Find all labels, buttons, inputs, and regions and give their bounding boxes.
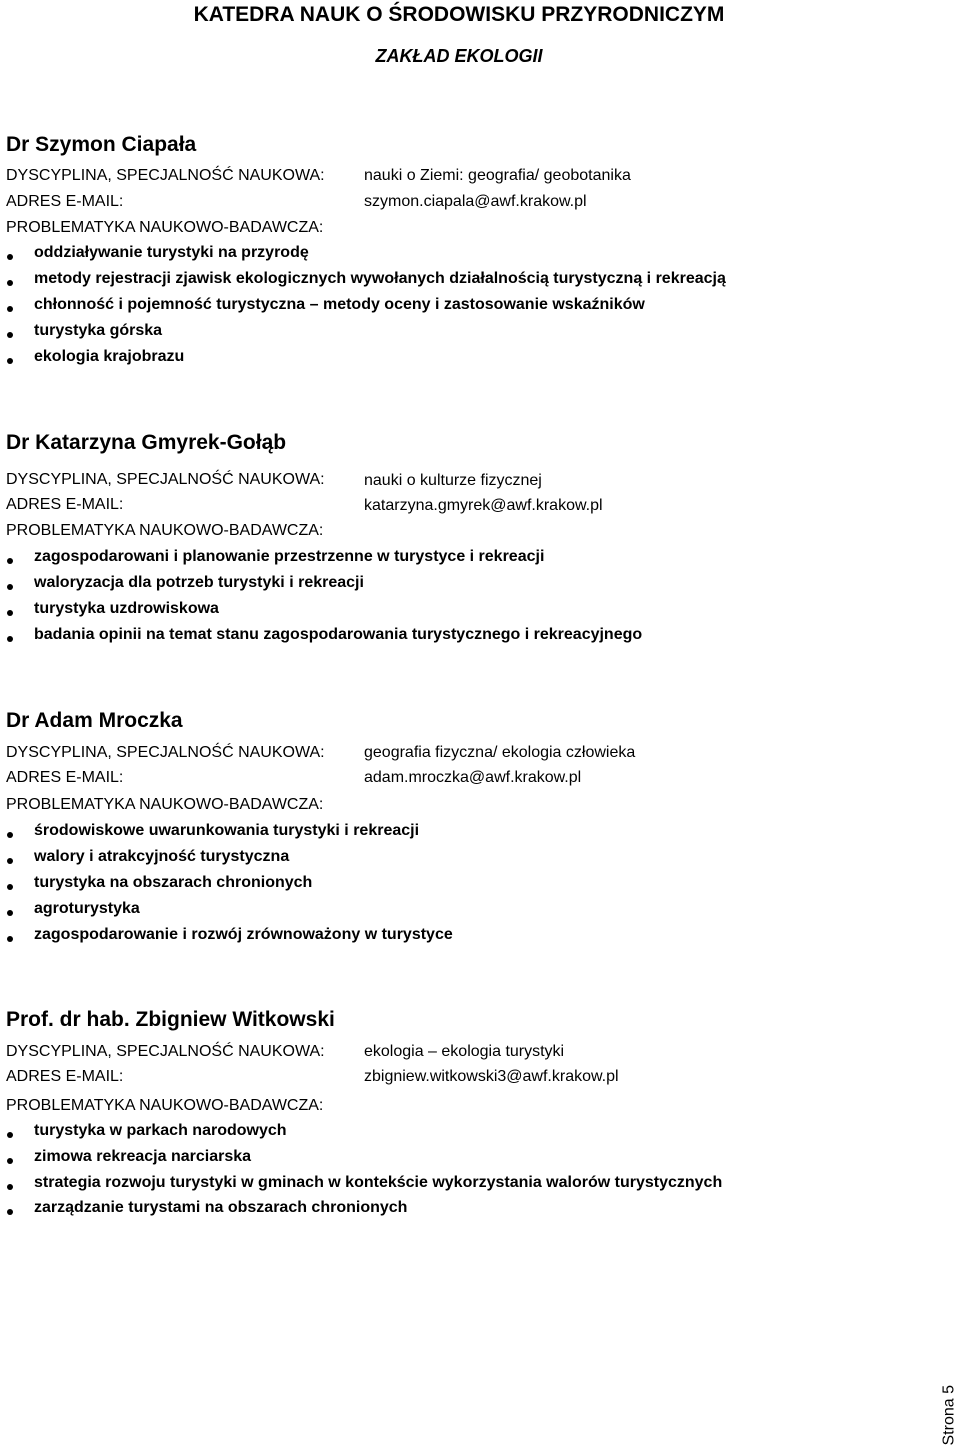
bullet-icon	[7, 1158, 13, 1164]
topic-text: strategia rozwoju turystyki w gminach w kontekście wykorzystania walorów turystycznych	[34, 1174, 723, 1191]
bullet-icon	[7, 332, 13, 338]
page-subtitle: ZAKŁAD EKOLOGII	[375, 46, 543, 66]
email-value: zbigniew.witkowski3@awf.krakow.pl	[364, 1068, 619, 1085]
discipline-label: DYSCYPLINA, SPECJALNOŚĆ NAUKOWA:	[6, 167, 325, 184]
topic-text: waloryzacja dla potrzeb turystyki i rekreacji	[34, 574, 364, 591]
topic-text: zagospodarowanie i rozwój zrównoważony w turystyce	[34, 926, 453, 943]
bullet-icon	[7, 280, 13, 286]
topic-text: zimowa rekreacja narciarska	[34, 1148, 252, 1165]
research-label: PROBLEMATYKA NAUKOWO-BADAWCZA:	[6, 1097, 324, 1114]
bullet-icon	[7, 858, 13, 864]
topic-text: zagospodarowani i planowanie przestrzenne w turystyce i rekreacji	[34, 548, 545, 565]
bullet-icon	[7, 636, 13, 642]
topic-text: zarządzanie turystami na obszarach chronionych	[34, 1199, 408, 1216]
topic-text: agroturystyka	[34, 900, 140, 917]
bullet-icon	[7, 1184, 13, 1190]
bullet-icon	[7, 558, 13, 564]
page-number: Strona 5	[940, 1385, 957, 1445]
topic-text: środowiskowe uwarunkowania turystyki i rekreacji	[34, 822, 420, 839]
bullet-icon	[7, 910, 13, 916]
topic-text: ekologia krajobrazu	[34, 348, 185, 365]
discipline-value: geografia fizyczna/ ekologia człowieka	[364, 744, 636, 761]
email-label: ADRES E-MAIL:	[6, 193, 124, 210]
discipline-label: DYSCYPLINA, SPECJALNOŚĆ NAUKOWA:	[6, 471, 325, 488]
topic-text: walory i atrakcyjność turystyczna	[34, 848, 290, 865]
bullet-icon	[7, 1209, 13, 1215]
topic-text: chłonność i pojemność turystyczna – metody oceny i zastosowanie wskaźników	[34, 296, 645, 313]
topic-text: turystyka w parkach narodowych	[34, 1122, 287, 1139]
bullet-icon	[7, 884, 13, 890]
bullet-icon	[7, 610, 13, 616]
topic-text: turystyka na obszarach chronionych	[34, 874, 313, 891]
topic-text: metody rejestracji zjawisk ekologicznych wywołanych działalnością turystyczną i rekreacją	[34, 270, 726, 287]
email-value: adam.mroczka@awf.krakow.pl	[364, 769, 582, 786]
research-label: PROBLEMATYKA NAUKOWO-BADAWCZA:	[6, 796, 324, 813]
bullet-icon	[7, 254, 13, 260]
topic-text: oddziaływanie turystyki na przyrodę	[34, 244, 309, 261]
discipline-value: ekologia – ekologia turystyki	[364, 1043, 565, 1060]
topic-text: turystyka górska	[34, 322, 163, 339]
bullet-icon	[7, 306, 13, 312]
email-label: ADRES E-MAIL:	[6, 496, 124, 513]
topic-text: badania opinii na temat stanu zagospodarowania turystycznego i rekreacyjnego	[34, 626, 643, 643]
discipline-label: DYSCYPLINA, SPECJALNOŚĆ NAUKOWA:	[6, 1043, 325, 1060]
bullet-icon	[7, 832, 13, 838]
bullet-icon	[7, 1132, 13, 1138]
email-label: ADRES E-MAIL:	[6, 1068, 124, 1085]
person-name: Dr Szymon Ciapała	[6, 133, 197, 156]
email-value: szymon.ciapala@awf.krakow.pl	[364, 193, 587, 210]
person-name: Dr Adam Mroczka	[6, 709, 183, 732]
email-value: katarzyna.gmyrek@awf.krakow.pl	[364, 497, 603, 514]
bullet-icon	[7, 584, 13, 590]
person-name: Dr Katarzyna Gmyrek-Gołąb	[6, 431, 287, 454]
email-label: ADRES E-MAIL:	[6, 769, 124, 786]
discipline-label: DYSCYPLINA, SPECJALNOŚĆ NAUKOWA:	[6, 744, 325, 761]
person-name: Prof. dr hab. Zbigniew Witkowski	[6, 1008, 335, 1031]
research-label: PROBLEMATYKA NAUKOWO-BADAWCZA:	[6, 522, 324, 539]
bullet-icon	[7, 936, 13, 942]
research-label: PROBLEMATYKA NAUKOWO-BADAWCZA:	[6, 219, 324, 236]
bullet-icon	[7, 358, 13, 364]
discipline-value: nauki o Ziemi: geografia/ geobotanika	[364, 167, 631, 184]
page-title: KATEDRA NAUK O ŚRODOWISKU PRZYRODNICZYM	[193, 3, 725, 26]
discipline-value: nauki o kulturze fizycznej	[364, 472, 542, 489]
topic-text: turystyka uzdrowiskowa	[34, 600, 219, 617]
